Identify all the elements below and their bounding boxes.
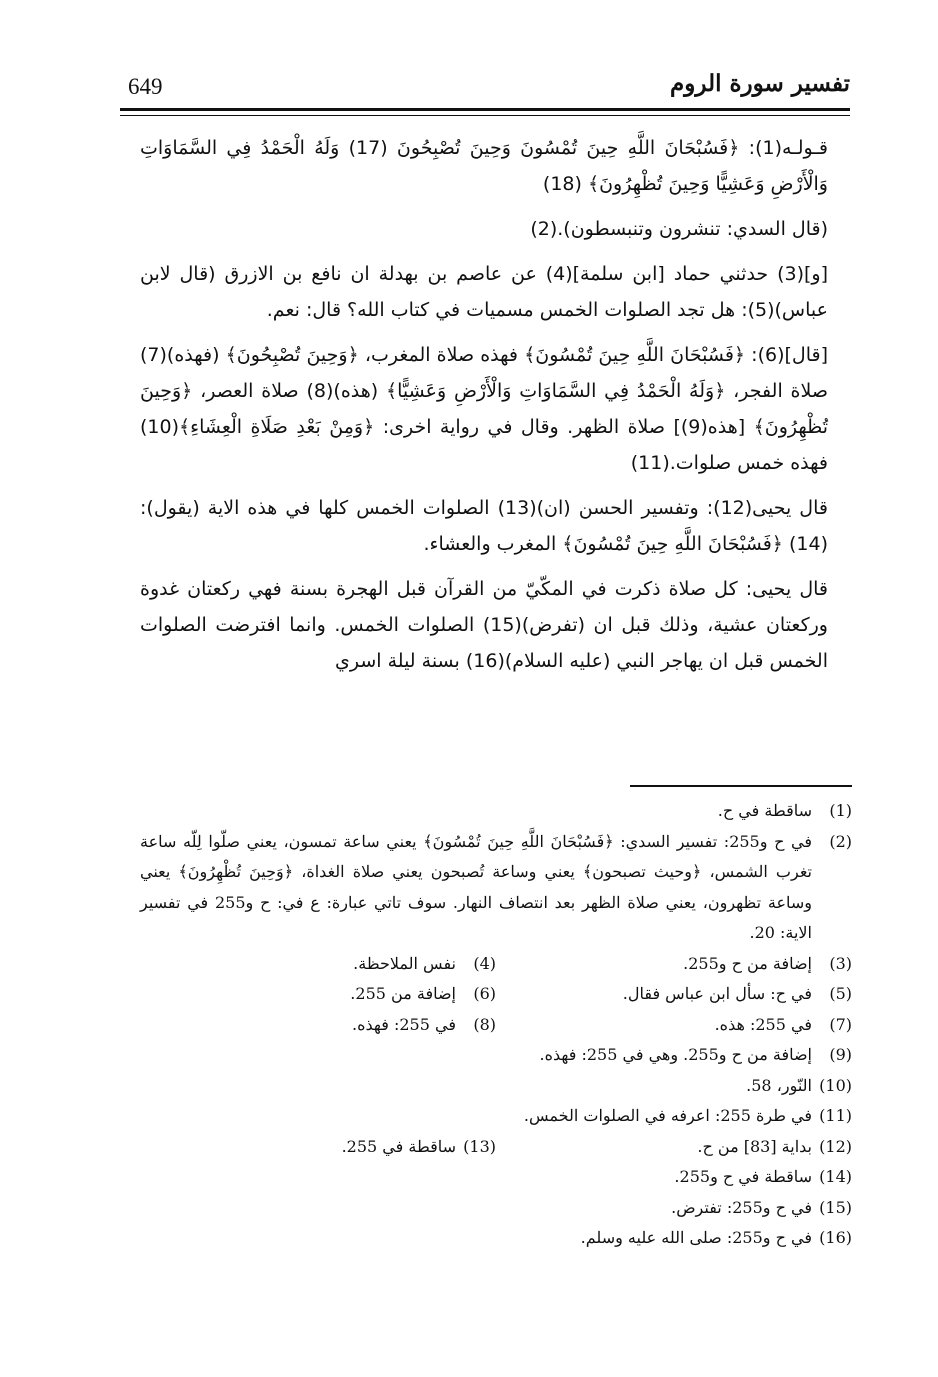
footnote-number: (9) (829, 1045, 852, 1064)
footnote-text: في 255: فهذه. (352, 1014, 456, 1034)
footnote-2 (140, 827, 852, 949)
header-rule-thin (120, 115, 850, 116)
footnote-8 (140, 1010, 496, 1041)
footnote-text: إضافة من 255. (350, 984, 456, 1003)
footnote-number: (10) (819, 1075, 852, 1095)
page-number: 649 (128, 74, 163, 99)
footnote-number: (3) (829, 953, 852, 973)
footnote-number: (15) (819, 1197, 852, 1217)
footnote-number: (8) (473, 1014, 496, 1034)
footnote-3 (496, 949, 852, 980)
paragraph-hadith: [و](3) حدثني حماد [ابن سلمة](4) عن عاصم بن بهدلة ان نافع بن الازرق (قال لابن عباس)(5): هل تجد الصلوات الخمس مسميات في كتاب الله؟ قال: نعم. (140, 263, 828, 321)
footnote-number: (5) (829, 984, 852, 1003)
footnote-text: النّور، 58. (746, 1075, 812, 1095)
footnote-number: (12) (819, 1136, 852, 1156)
footnote-number: (1) (829, 801, 852, 820)
paragraph-suddi: (قال السدي: تنشرون وتنبسطون).(2) (530, 218, 828, 240)
footnote-row-5-6 (140, 979, 852, 1010)
footnote-separator (630, 785, 852, 787)
footnote-text: في 255: هذه. (714, 1014, 812, 1034)
footnote-number: (16) (819, 1228, 852, 1247)
footnote-14 (140, 1162, 852, 1193)
footnote-6 (140, 979, 496, 1010)
footnote-5 (496, 979, 852, 1010)
paragraph-yahya: قال يحيى: كل صلاة ذكرت في المكّيّ من القرآن قبل الهجرة بسنة فهي ركعتان غدوة وركعتان عشية، وذلك قبل ان (تفرض)(15) الصلوات الخمس. وانما افترضت الصلوات الخمس قبل ان يهاجر النبي (عليه السلام)(16) بسنة ليلة اسري (140, 578, 828, 672)
footnote-text: في ح و255: تفسير السدي: ﴿فَسُبْحَانَ اللَّهِ حِينَ تُمْسُونَ﴾ يعني ساعة تمسون، يعني صلّوا لِلّه ساعة تغرب الشمس، ﴿وحيث تصبحون﴾ يعني وساعة تُصبحون يعني صلاة الغداة، ﴿وَحِينَ تُظْهِرُونَ﴾ يعني وساعة تظهرون، يعني صلاة الظهر بعد انتصاف النهار. سوف تاتي عبارة: ع في: ح و255 في تفسير الاية: 20. (140, 831, 813, 942)
footnote-text: ساقطة في 255. (341, 1136, 456, 1156)
footnote-number: (2) (829, 831, 852, 851)
footnote-text: ساقطة في ح. (717, 801, 812, 820)
footnote-text: في ح و255: صلى الله عليه وسلم. (580, 1228, 812, 1247)
footnote-number: (7) (829, 1014, 852, 1034)
footnote-number: (13) (463, 1136, 496, 1156)
footnote-10 (140, 1071, 852, 1102)
footnote-9 (140, 1040, 852, 1071)
footnote-number: (6) (473, 984, 496, 1003)
footnote-text: في طرة 255: اعرفه في الصلوات الخمس. (523, 1106, 812, 1125)
footnote-11 (140, 1101, 852, 1132)
footnote-16 (140, 1223, 852, 1254)
footnote-12 (496, 1132, 852, 1163)
footnote-13 (140, 1132, 496, 1163)
footnote-text: في ح و255: تفترض. (671, 1197, 812, 1217)
footnote-7 (496, 1010, 852, 1041)
footnote-1 (140, 796, 852, 827)
footnote-text: نفس الملاحظة. (353, 953, 456, 973)
paragraph-verse: قـولـه(1): ﴿فَسُبْحَانَ اللَّهِ حِينَ تُمْسُونَ وَحِينَ تُصْبِحُونَ (17) وَلَهُ الْحَمْدُ فِي السَّمَاوَاتِ وَالْأَرْضِ وَعَشِيًّا وَحِينَ تُظْهِرُونَ﴾ (18) (140, 137, 828, 195)
footnote-number: (11) (819, 1106, 852, 1125)
footnote-row-12-13 (140, 1132, 852, 1163)
footnotes (140, 796, 852, 1254)
footnote-15 (140, 1193, 852, 1224)
footnote-text: إضافة من ح و255. (683, 953, 812, 973)
footnote-text: ساقطة في ح و255. (674, 1167, 812, 1186)
footnote-text: بداية [83] من ح. (697, 1136, 812, 1156)
footnote-number: (4) (473, 953, 496, 973)
header-rule-thick (120, 108, 850, 111)
footnote-row-3-4 (140, 949, 852, 980)
main-text (140, 130, 852, 688)
footnote-text: في ح: سأل ابن عباس فقال. (622, 984, 812, 1003)
paragraph-prayers: [قال](6): ﴿فَسُبْحَانَ اللَّهِ حِينَ تُمْسُونَ﴾ فهذه صلاة المغرب، ﴿وَحِينَ تُصْبِحُونَ﴾ (فهذه)(7) صلاة الفجر، ﴿وَلَهُ الْحَمْدُ فِي السَّمَاوَاتِ وَالْأَرْضِ وَعَشِيًّا﴾ (هذه)(8) صلاة العصر، ﴿وَحِينَ تُظْهِرُونَ﴾ [هذه(9)] صلاة الظهر. وقال في رواية اخرى: ﴿وَمِنْ بَعْدِ صَلَاةِ الْعِشَاءِ﴾(10) فهذه خمس صلوات.(11) (140, 344, 828, 474)
footnote-4 (140, 949, 496, 980)
footnote-text: إضافة من ح و255. وهي في 255: فهذه. (539, 1045, 812, 1064)
footnote-row-7-8 (140, 1010, 852, 1041)
running-header-title: تفسير سورة الروم (670, 70, 850, 97)
footnote-number: (14) (819, 1167, 852, 1186)
paragraph-hasan: قال يحيى(12): وتفسير الحسن (ان)(13) الصلوات الخمس كلها في هذه الاية (يقول):(14) ﴿فَسُبْحَانَ اللَّهِ حِينَ تُمْسُونَ﴾ المغرب والعشاء. (140, 497, 828, 555)
